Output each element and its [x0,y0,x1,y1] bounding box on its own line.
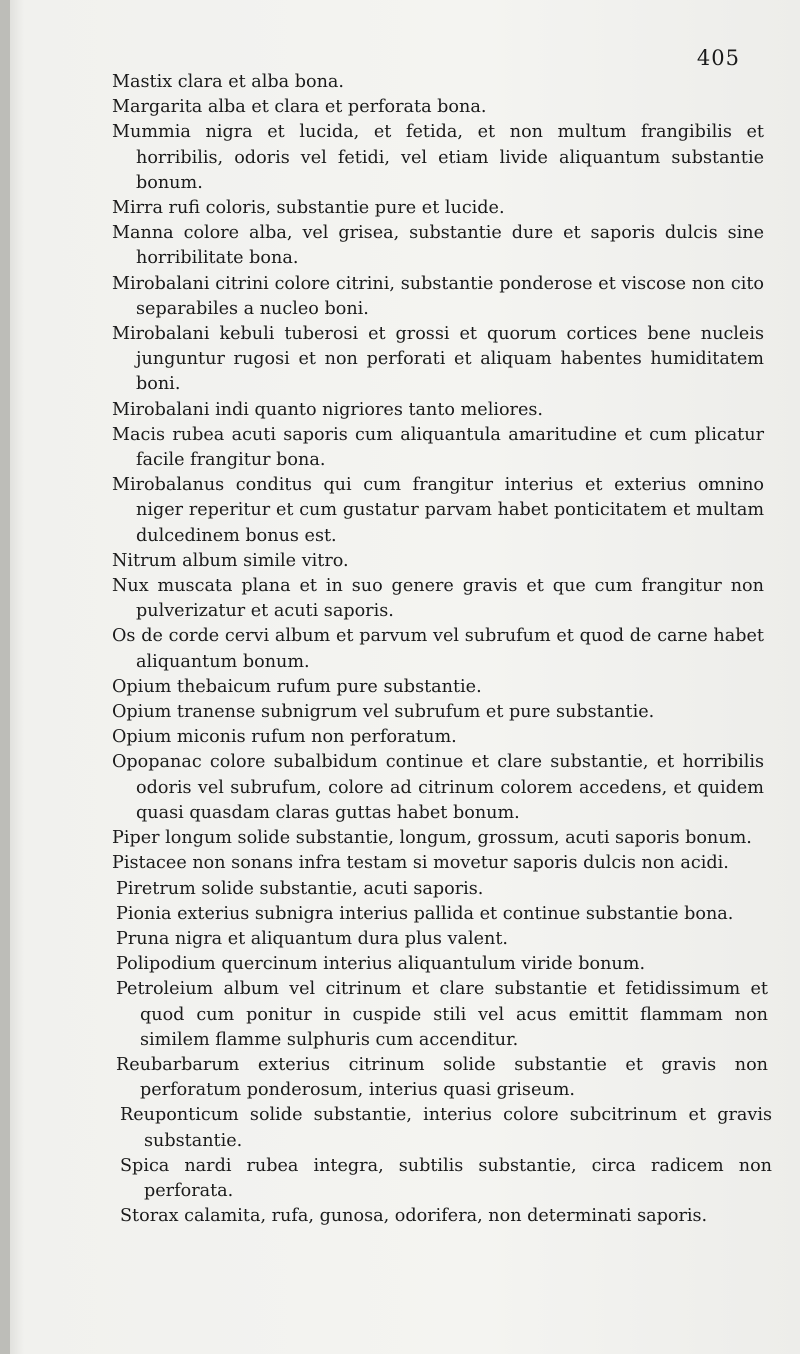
entry-storax: Storax calamita, rufa, gunosa, odorifera, non determinati saporis. [120,1206,708,1227]
page-number: 405 [696,46,740,70]
page-gutter [0,0,10,1354]
entry-opium-tranense: Opium tranense subnigrum vel subrufum et pure substantie. [112,702,655,723]
entry-mirobalani-indi: Mirobalani indi quanto nigriores tanto meliores. [112,399,543,420]
entry-polipodium: Polipodium quercinum interius aliquantulum viride bonum. [116,954,646,975]
entry-opium-miconis: Opium miconis rufum non perforatum. [112,727,457,748]
entry-mastix: Mastix clara et alba bona. [112,72,345,92]
entry-pruna: Pruna nigra et aliquantum dura plus valent. [116,928,509,949]
entry-mirobalanus-conditus: Mirobalanus conditus qui cum frangitur interius et exterius omnino niger reperitur et cum gustatur parvam habet ponticitatem et multam dulcedinem bonus est. [112,475,764,546]
entry-reubarbarum: Reubarbarum exterius citrinum solide substantie et gravis non perforatum ponderosum, interius quasi griseum. [116,1054,768,1101]
entry-spica-nardi: Spica nardi rubea integra, subtilis substantie, circa radicem non perforata. [120,1155,772,1201]
entry-mirobalani-citrini: Mirobalani citrini colore citrini, substantie ponderose et viscose non cito separabiles a nucleo boni. [112,273,764,319]
entry-nux-muscata: Nux muscata plana et in suo genere gravis et que cum frangitur non pulverizatur et acuti saporis. [112,576,764,622]
entry-margarita: Margarita alba et clara et perforata bona. [112,97,487,118]
entry-nitrum: Nitrum album simile vitro. [112,550,349,571]
entry-os-de-corde-cervi: Os de corde cervi album et parvum vel subrufum et quod de carne habet aliquantum bonum. [112,626,764,672]
entry-macis: Macis rubea acuti saporis cum aliquantula amaritudine et cum plicatur facile frangitur bona. [112,424,764,471]
entry-piretrum: Piretrum solide substantie, acuti saporis. [116,878,484,899]
entry-pistacee: Pistacee non sonans infra testam si movetur saporis dulcis non acidi. [112,853,729,874]
entry-mirra: Mirra rufi coloris, substantie pure et lucide. [112,198,505,219]
entry-piper-longum: Piper longum solide substantie, longum, grossum, acuti saporis bonum. [112,828,752,849]
entry-list [112,70,772,1229]
entry-mirobalani-kebuli: Mirobalani kebuli tuberosi et grossi et quorum cortices bene nucleis junguntur rugosi et non perforati et aliquam habentes humiditatem boni. [112,324,764,395]
entry-mummia: Mummia nigra et lucida, et fetida, et non multum frangibilis et horribilis, odoris vel fetidi, vel etiam livide aliquantum substantie bonum. [112,122,764,193]
entry-pionia: Pionia exterius subnigra interius pallida et continue substantie bona. [116,903,734,924]
entry-manna: Manna colore alba, vel grisea, substantie dure et saporis dulcis sine horribilitate bona. [112,223,764,269]
entry-petroleium: Petroleium album vel citrinum et clare substantie et fetidissimum et quod cum ponitur in cuspide stili vel acus emittit flammam non similem flamme sulphuris cum accenditur. [116,979,768,1050]
entry-opium-thebaicum: Opium thebaicum rufum pure substantie. [112,676,482,697]
entry-reuponticum: Reuponticum solide substantie, interius colore subcitrinum et gravis substantie. [120,1105,772,1151]
entry-opopanac: Opopanac colore subalbidum continue et clare substantie, et horribilis odoris vel subrufum, colore ad citrinum colorem accedens, et quidem quasi quasdam claras guttas habet bonum. [112,752,764,823]
